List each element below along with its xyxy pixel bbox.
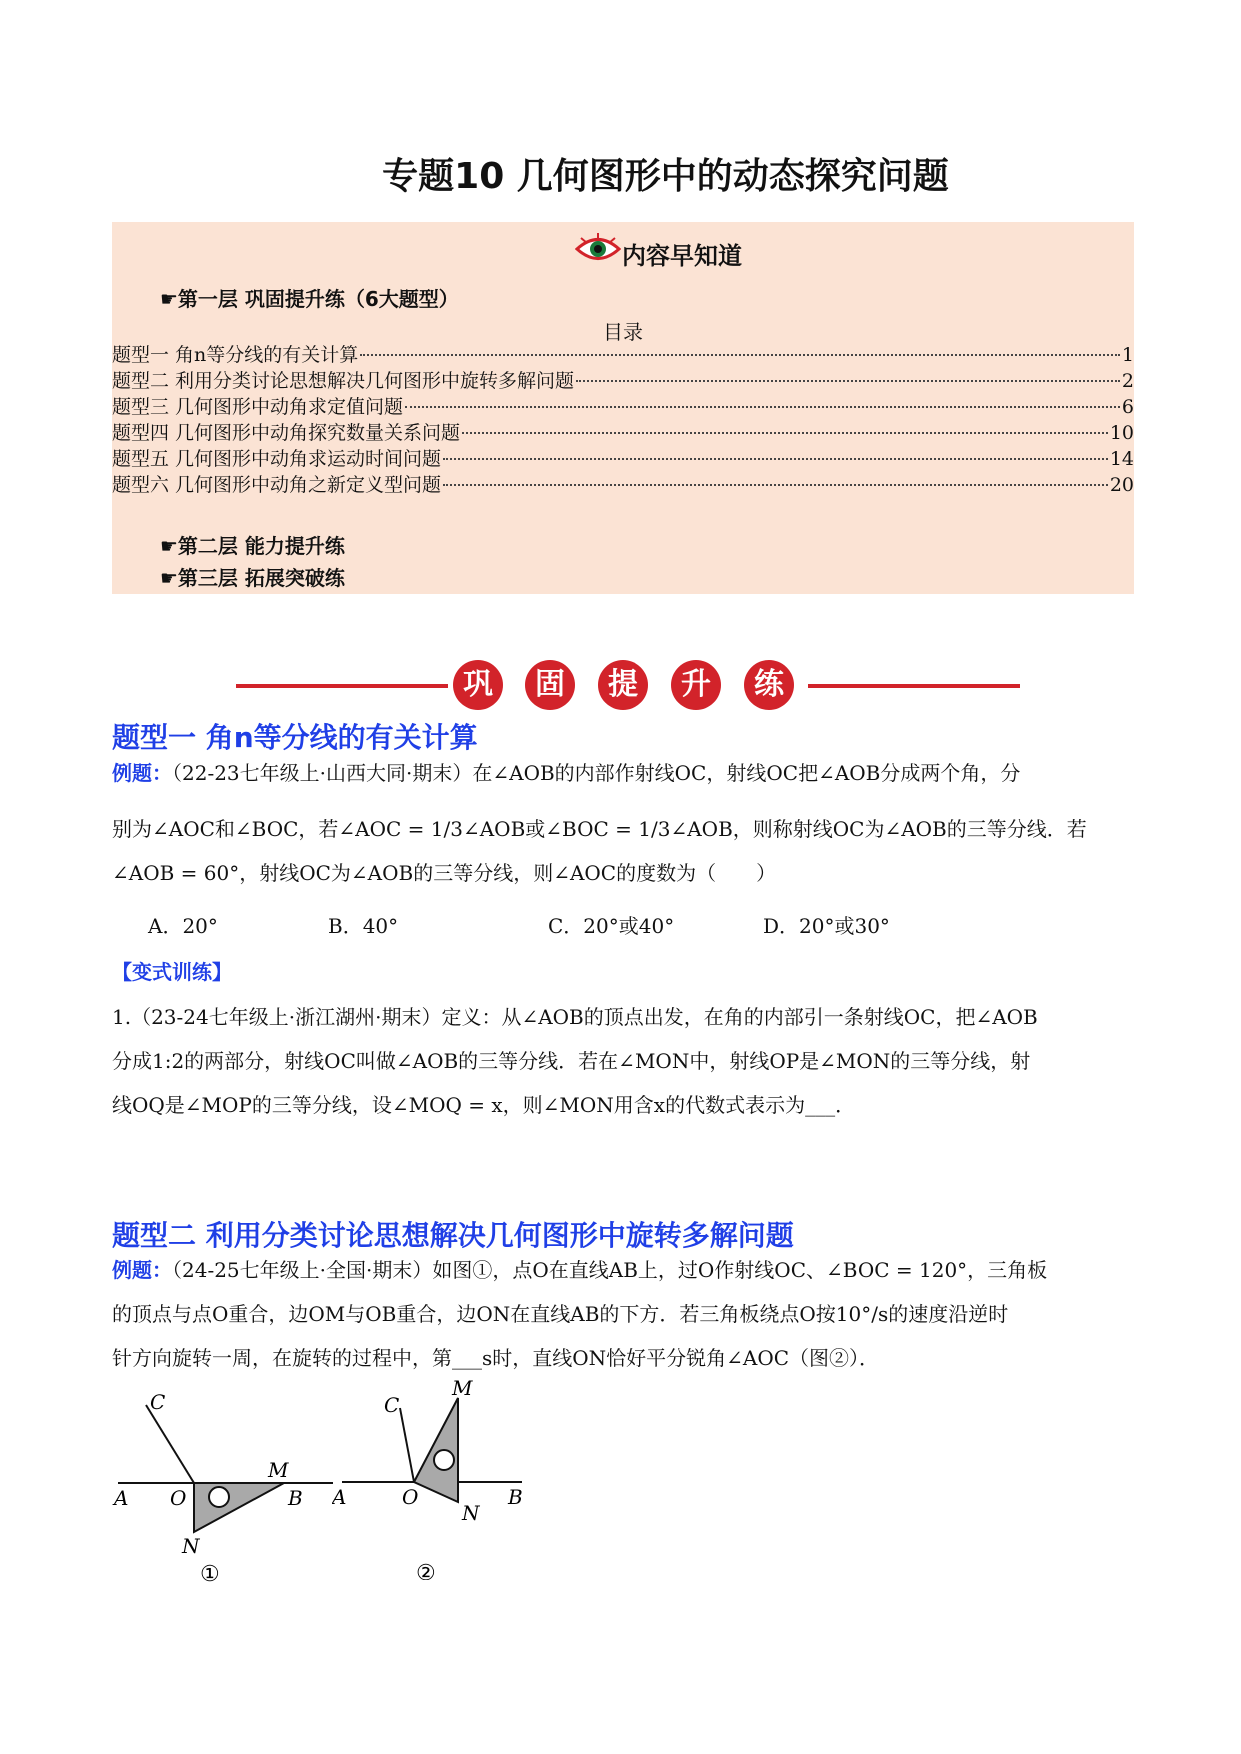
banner-char: 巩 <box>453 660 503 710</box>
fig1-label-n: N <box>182 1534 200 1558</box>
example-label: 例题： <box>112 761 172 785</box>
banner-char: 提 <box>598 660 648 710</box>
variant-line: 分成1:2的两部分，射线OC叫做∠AOB的三等分线．若在∠MON中，射线OP是∠MON的三等分线，射 <box>112 1049 1031 1073</box>
section2-heading: 题型二 利用分类讨论思想解决几何图形中旋转多解问题 <box>112 1219 794 1252</box>
example-line: ∠AOB = 60°，射线OC为∠AOB的三等分线，则∠AOC的度数为（ ） <box>112 861 777 885</box>
toc-entry-text: 题型六 几何图形中动角之新定义型问题 <box>112 474 442 496</box>
toc-entry[interactable] <box>112 470 1134 496</box>
example-line: 别为∠AOC和∠BOC，若∠AOC = 1/3∠AOB或∠BOC = 1/3∠AOB，则称射线OC为∠AOB的三等分线．若 <box>112 817 1087 841</box>
fig1-label-a: A <box>114 1486 129 1510</box>
fig2-label-o: O <box>402 1485 419 1509</box>
example-line: 针方向旋转一周，在旋转的过程中，第___s时，直线ON恰好平分锐角∠AOC（图②）． <box>112 1346 880 1370</box>
fig2-label-n: N <box>462 1501 480 1525</box>
page-title: 专题10 几何图形中的动态探究问题 <box>382 156 949 197</box>
banner-line-right <box>808 684 1020 688</box>
section1-example <box>112 751 1134 895</box>
toc-entry-text: 题型二 利用分类讨论思想解决几何图形中旋转多解问题 <box>112 370 575 392</box>
example-line: （24-25七年级上·全国·期末）如图①，点O在直线AB上，过O作射线OC、∠BOC = 120°，三角板 <box>172 1258 1048 1282</box>
toc-entry[interactable] <box>112 366 1134 392</box>
toc-entry-page: 1 <box>1121 344 1134 366</box>
fig2-label-m: M <box>452 1380 473 1400</box>
toc-entry-text: 题型三 几何图形中动角求定值问题 <box>112 396 404 418</box>
fig1-label-o: O <box>170 1486 187 1510</box>
example-line: 的顶点与点O重合，边OM与OB重合，边ON在直线AB的下方．若三角板绕点O按10°/s的速度沿逆时 <box>112 1302 1009 1326</box>
toc-entry-text: 题型五 几何图形中动角求运动时间问题 <box>112 448 442 470</box>
banner-char: 练 <box>744 660 794 710</box>
variant-line: 线OQ是∠MOP的三等分线，设∠MOQ = x，则∠MON用含x的代数式表示为___． <box>112 1093 856 1117</box>
fig1-caption: ① <box>200 1562 220 1585</box>
toc-entry[interactable] <box>112 444 1134 470</box>
figure-1 <box>108 1385 348 1585</box>
fig2-label-b: B <box>508 1485 523 1509</box>
variant-question <box>112 995 1134 1127</box>
toc-heading: 目录 <box>603 320 643 344</box>
toc-entry-text: 题型一 角n等分线的有关计算 <box>112 344 359 366</box>
example-line: （22-23七年级上·山西大同·期末）在∠AOB的内部作射线OC，射线OC把∠AOB分成两个角，分 <box>172 761 1021 785</box>
figure-2 <box>332 1380 552 1580</box>
toc-entry[interactable] <box>112 418 1134 444</box>
section2-example <box>112 1248 1134 1380</box>
level3-label: ☛第三层 拓展突破练 <box>160 566 345 590</box>
toc-entry-page: 14 <box>1109 448 1134 470</box>
banner-line-left <box>236 684 448 688</box>
option-d[interactable]: D．20°或30° <box>763 914 890 938</box>
level1-label: ☛第一层 巩固提升练（6大题型） <box>160 287 459 311</box>
overview-heading: 内容早知道 <box>622 242 742 270</box>
section1-heading: 题型一 角n等分线的有关计算 <box>112 721 478 754</box>
variant-line: 1.（23-24七年级上·浙江湖州·期末）定义：从∠AOB的顶点出发，在角的内部引一条射线OC，把∠AOB <box>112 1005 1038 1029</box>
fig2-caption: ② <box>416 1561 436 1580</box>
variant-label: 【变式训练】 <box>112 960 232 984</box>
fig1-label-m: M <box>268 1458 289 1482</box>
fig2-label-c: C <box>384 1393 400 1417</box>
level2-label: ☛第二层 能力提升练 <box>160 534 345 558</box>
fig1-label-c: C <box>150 1390 166 1414</box>
toc-entry[interactable] <box>112 392 1134 418</box>
banner-char: 升 <box>671 660 721 710</box>
toc-entry-page: 20 <box>1109 474 1134 496</box>
option-b[interactable]: B．40° <box>328 914 399 938</box>
option-c[interactable]: C．20°或40° <box>548 914 675 938</box>
example-label: 例题： <box>112 1258 172 1282</box>
banner-char: 固 <box>525 660 575 710</box>
toc-entry-text: 题型四 几何图形中动角探究数量关系问题 <box>112 422 461 444</box>
fig2-label-a: A <box>332 1485 347 1509</box>
toc-entry-page: 10 <box>1109 422 1134 444</box>
option-a[interactable]: A．20° <box>148 914 218 938</box>
fig1-label-b: B <box>288 1486 303 1510</box>
toc-entry-page: 2 <box>1121 370 1134 392</box>
toc-entry-page: 6 <box>1121 396 1134 418</box>
eye-icon <box>575 232 621 266</box>
toc-entry[interactable] <box>112 340 1134 366</box>
